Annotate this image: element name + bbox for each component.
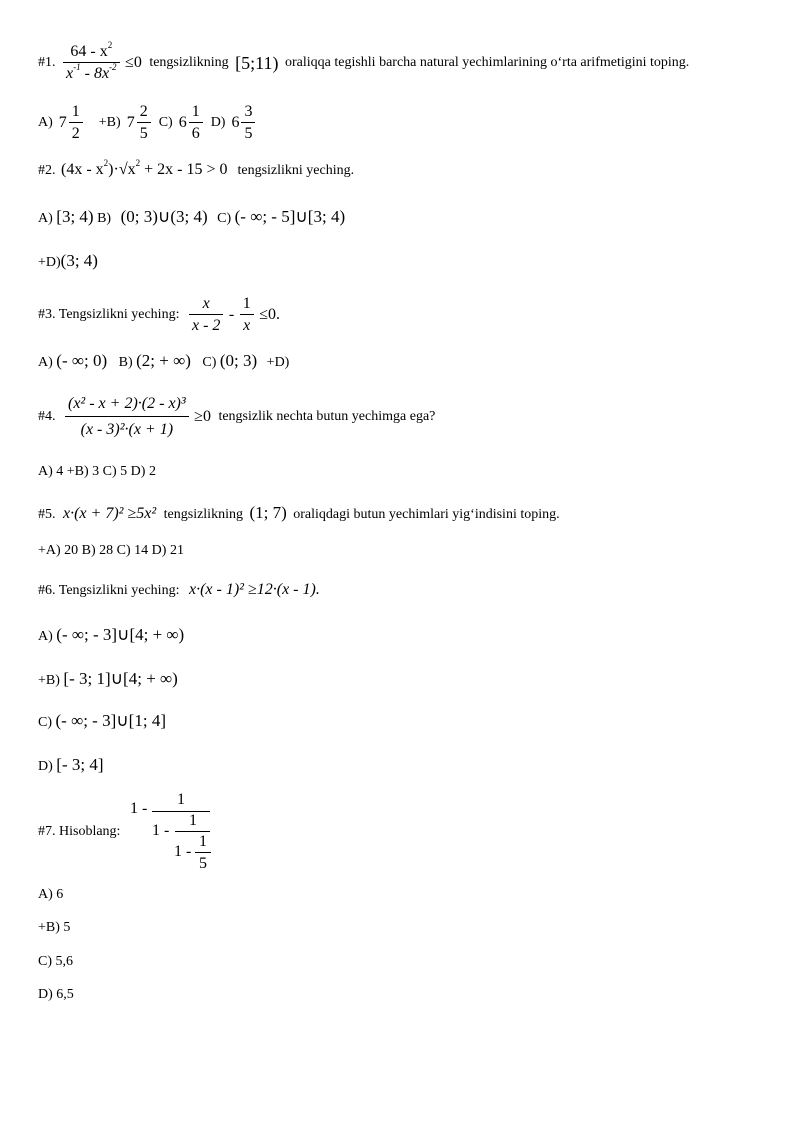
question-6-option-c: [38, 712, 166, 730]
question-5-text-2: oraliqdagi butun yechimlari yig‘indisini toping.: [293, 507, 560, 522]
question-2-option-c-label: C): [217, 211, 232, 226]
question-1-options: [38, 104, 257, 142]
question-7-option-d: D) 6,5: [38, 987, 74, 1002]
question-3-minus: -: [228, 306, 235, 323]
question-7-level-1-bar: [152, 811, 210, 812]
question-1-option-fraction: [241, 104, 255, 142]
question-1-numerator-exponent: 2: [107, 40, 113, 50]
question-7-level-3-bar: [195, 852, 211, 853]
question-2-expression-left: (4x - x: [61, 161, 104, 178]
question-4-label: #4.: [38, 409, 56, 424]
question-5: [38, 504, 560, 522]
question-6-option-a: [38, 626, 184, 644]
question-1-option-fraction: [189, 104, 203, 142]
question-2-label: #2.: [38, 163, 56, 178]
question-3-fraction-2-numerator: 1: [240, 296, 254, 315]
question-7-label: #7. Hisoblang:: [38, 824, 121, 839]
question-1-numerator: 64 - x: [70, 43, 108, 60]
question-1-option-numerator: 1: [189, 104, 203, 123]
question-3-fraction-1: [189, 296, 223, 334]
question-2-radicand-exponent: 2: [135, 158, 141, 168]
question-2-option-c: (- ∞; - 5]∪[3; 4): [234, 207, 346, 226]
question-2-option-a: [3; 4): [56, 207, 94, 226]
question-4-text: tengsizlik nechta butun yechimga ega?: [218, 409, 436, 424]
question-2-option-d-label: +D): [38, 255, 61, 270]
question-2-expression-left-exponent: 2: [103, 158, 109, 168]
question-2-expression: [61, 158, 231, 178]
question-7-level-2-prefix: 1 -: [152, 822, 170, 839]
question-4-numerator: (x² - x + 2)·(2 - x)³: [65, 396, 189, 417]
question-7-level-3-prefix: 1 -: [174, 843, 192, 860]
question-3-option-d-label: +D): [266, 355, 290, 370]
question-6-option-a-label: A): [38, 629, 53, 644]
question-7-level-2-numerator: 1: [189, 812, 197, 829]
question-1-option-numerator: 3: [241, 104, 255, 123]
question-3-fraction-2: [240, 296, 254, 334]
question-1-interval: [5;11): [235, 53, 279, 73]
question-3-options: [38, 352, 289, 370]
question-5-expression: x·(x + 7)² ≥5x²: [63, 505, 157, 522]
question-4: [38, 396, 435, 438]
question-5-interval: (1; 7): [249, 503, 287, 522]
question-1: [38, 40, 690, 82]
question-3-fraction-1-denominator: x - 2: [191, 317, 221, 334]
question-1-option-whole: 6: [178, 114, 187, 131]
question-6-option-c-value: (- ∞; - 3]∪[1; 4]: [55, 711, 166, 730]
question-2-radicand-rest: + 2x - 15 > 0: [140, 161, 228, 178]
question-6-label: #6. Tengsizlikni yeching:: [38, 583, 180, 598]
question-1-option-mixed-number: [179, 104, 205, 142]
question-2-text: tengsizlikni yeching.: [237, 163, 355, 178]
question-7-option-a: A) 6: [38, 887, 64, 902]
question-6-expression: x·(x - 1)² ≥12·(x - 1).: [188, 581, 320, 598]
question-1-option-denominator: 5: [244, 125, 253, 142]
question-4-fraction: [65, 396, 189, 438]
question-6-option-c-label: C): [38, 715, 52, 730]
question-7-level-2-bar: [175, 831, 210, 832]
question-7-level-3-numerator: 1: [199, 833, 207, 850]
question-3-fraction-2-denominator: x: [243, 317, 251, 334]
question-3-option-c: (0; 3): [219, 351, 258, 370]
question-1-option-fraction: [137, 104, 151, 142]
question-6-option-b: [38, 670, 178, 688]
question-6-option-d: [38, 756, 104, 774]
question-1-text-2: oraliqqa tegishli barcha natural yechimlarining o‘rta arifmetigini toping.: [284, 55, 690, 70]
question-6-option-b-value: [- 3; 1]∪[4; + ∞): [63, 669, 178, 688]
question-2-option-d: (3; 4): [60, 251, 98, 270]
question-1-option-fraction: [69, 104, 83, 142]
question-1-option-label: A): [38, 115, 53, 130]
question-4-relation: ≥0: [194, 408, 211, 425]
question-3-label: #3. Tengsizlikni yeching:: [38, 307, 180, 322]
question-7-option-b: +B) 5: [38, 920, 71, 935]
question-1-text-1: tengsizlikning: [149, 55, 229, 70]
question-7-level-3-denominator: 5: [199, 855, 207, 872]
question-4-denominator: (x - 3)²·(x + 1): [80, 421, 174, 438]
question-4-options: A) 4 +B) 3 C) 5 D) 2: [38, 464, 156, 479]
question-1-option-numerator: 1: [69, 104, 83, 123]
question-3-relation: ≤0.: [259, 306, 281, 323]
question-2-options-row-1: [38, 208, 345, 226]
question-1-option-whole: 7: [126, 114, 135, 131]
question-3-option-a-label: A): [38, 355, 53, 370]
question-1-fraction: [63, 40, 120, 82]
question-5-label: #5.: [38, 507, 56, 522]
question-5-options: +A) 20 B) 28 C) 14 D) 21: [38, 543, 184, 558]
question-6-option-b-label: +B): [38, 673, 60, 688]
question-6-option-a-value: (- ∞; - 3]∪[4; + ∞): [56, 625, 185, 644]
question-1-option-label: D): [210, 115, 226, 130]
question-3-option-b-label: B): [118, 355, 133, 370]
question-1-option-denominator: 5: [139, 125, 148, 142]
question-1-relation: ≤0: [125, 54, 142, 71]
question-2-options-row-2: [38, 252, 98, 270]
question-7-level-1-prefix: 1 -: [130, 800, 148, 817]
question-2-option-a-label: A): [38, 211, 53, 226]
question-3-fraction-1-numerator: x: [189, 296, 223, 315]
question-1-denominator-b-exponent: -2: [109, 62, 117, 72]
question-1-option-denominator: 2: [71, 125, 80, 142]
question-1-option-mixed-number: [59, 104, 85, 142]
question-1-option-denominator: 6: [191, 125, 200, 142]
question-2: [38, 158, 355, 178]
question-3: [38, 296, 280, 334]
question-1-denominator-a-exponent: -1: [73, 62, 81, 72]
question-1-option-mixed-number: [127, 104, 153, 142]
question-7-level-1-numerator: 1: [177, 791, 185, 808]
question-1-option-numerator: 2: [137, 104, 151, 123]
question-1-option-mixed-number: [231, 104, 257, 142]
question-6: [38, 582, 320, 598]
question-1-denominator-b: - 8x: [80, 65, 110, 82]
question-2-expression-middle: )·√x: [108, 161, 136, 178]
question-1-option-label: +B): [98, 115, 121, 130]
question-1-label: #1.: [38, 55, 56, 70]
question-1-denominator-a: x: [66, 65, 74, 82]
question-2-option-b-label: B): [97, 211, 112, 226]
question-1-option-label: C): [158, 115, 173, 130]
question-1-option-whole: 6: [231, 114, 240, 131]
question-6-option-d-value: [- 3; 4]: [56, 755, 104, 774]
question-6-option-d-label: D): [38, 759, 53, 774]
question-2-option-b: (0; 3)∪(3; 4): [120, 207, 208, 226]
question-3-option-a: (- ∞; 0): [56, 351, 108, 370]
question-3-option-c-label: C): [202, 355, 217, 370]
question-1-option-whole: 7: [58, 114, 67, 131]
question-3-option-b: (2; + ∞): [136, 351, 191, 370]
question-5-text-1: tengsizlikning: [163, 507, 243, 522]
question-7-option-c: C) 5,6: [38, 954, 73, 969]
